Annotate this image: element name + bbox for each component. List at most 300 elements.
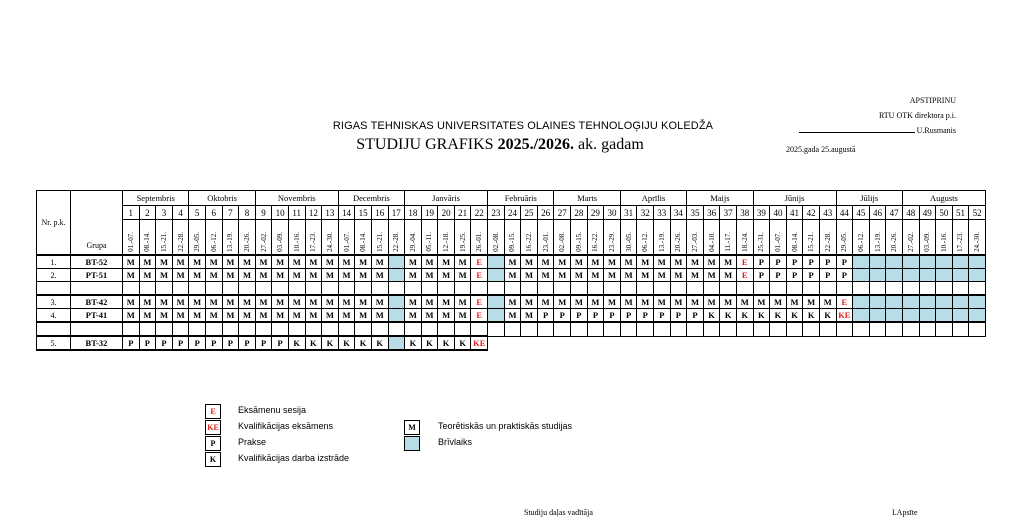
week-number: 24 <box>504 206 521 220</box>
week-dates <box>388 220 405 256</box>
schedule-cell: M <box>189 255 206 269</box>
week-number: 9 <box>255 206 272 220</box>
month-header: Aprīlis <box>620 191 686 206</box>
week-date-label: 10.-16. <box>292 232 301 252</box>
schedule-cell: M <box>255 309 272 323</box>
schedule-cell: K <box>305 336 322 350</box>
week-number: 10 <box>272 206 289 220</box>
schedule-cell <box>504 282 521 296</box>
schedule-cell: M <box>803 295 820 309</box>
schedule-cell: M <box>338 295 355 309</box>
schedule-cell: M <box>172 309 189 323</box>
schedule-cell: M <box>222 255 239 269</box>
schedule-cell: M <box>736 295 753 309</box>
week-date-label: 22.-28. <box>823 232 832 252</box>
week-number: 50 <box>936 206 953 220</box>
schedule-cell <box>869 295 886 309</box>
week-number: 41 <box>786 206 803 220</box>
schedule-cell <box>189 322 206 336</box>
schedule-cell <box>338 322 355 336</box>
row-group <box>71 282 123 296</box>
schedule-cell <box>936 255 953 269</box>
week-dates <box>205 220 222 256</box>
schedule-cell: M <box>454 295 471 309</box>
schedule-cell: KE <box>471 336 488 350</box>
schedule-cell: M <box>587 255 604 269</box>
week-date-label: 24.-30. <box>973 232 982 252</box>
schedule-cell: M <box>305 309 322 323</box>
schedule-cell: P <box>255 336 272 350</box>
title-prefix: STUDIJU GRAFIKS <box>356 136 498 153</box>
schedule-cell: M <box>322 309 339 323</box>
week-number: 1 <box>123 206 140 220</box>
week-dates <box>222 220 239 256</box>
schedule-cell <box>205 322 222 336</box>
approval-line2: RTU OTK direktora p.i. <box>878 111 956 120</box>
schedule-cell: M <box>703 295 720 309</box>
schedule-cell: M <box>421 269 438 282</box>
week-date-label: 03.-09. <box>923 232 932 252</box>
week-number: 17 <box>388 206 405 220</box>
schedule-cell: K <box>703 309 720 323</box>
schedule-cell: M <box>123 269 140 282</box>
schedule-cell <box>969 322 986 336</box>
schedule-cell: M <box>720 255 737 269</box>
schedule-cell <box>836 282 853 296</box>
schedule-cell: M <box>272 255 289 269</box>
week-number: 32 <box>637 206 654 220</box>
schedule-cell: P <box>753 269 770 282</box>
schedule-cell: K <box>322 336 339 350</box>
schedule-cell: E <box>471 309 488 323</box>
week-number: 27 <box>554 206 571 220</box>
schedule-cell <box>969 255 986 269</box>
schedule-cell <box>488 282 505 296</box>
schedule-cell <box>504 322 521 336</box>
week-date-label: 11.-17. <box>724 232 733 252</box>
schedule-cell <box>604 322 621 336</box>
schedule-cell: M <box>753 295 770 309</box>
schedule-cell: P <box>189 336 206 350</box>
schedule-cell: M <box>405 309 422 323</box>
week-date-label: 01.-07. <box>126 232 135 252</box>
schedule-cell <box>620 282 637 296</box>
table-row <box>37 255 986 269</box>
schedule-cell: P <box>222 336 239 350</box>
schedule-cell: P <box>272 336 289 350</box>
schedule-cell: M <box>703 255 720 269</box>
week-date-label: 08.-14. <box>359 232 368 252</box>
legend-m-box: M <box>404 420 420 435</box>
schedule-cell <box>189 282 206 296</box>
week-date-label: 08.-14. <box>790 232 799 252</box>
schedule-cell <box>919 322 936 336</box>
schedule-cell <box>670 282 687 296</box>
schedule-cell <box>919 269 936 282</box>
schedule-cell: P <box>786 269 803 282</box>
schedule-cell: M <box>654 269 671 282</box>
week-dates <box>355 220 372 256</box>
schedule-cell: P <box>654 309 671 323</box>
schedule-cell: M <box>604 255 621 269</box>
schedule-cell <box>919 255 936 269</box>
row-number <box>37 322 71 336</box>
schedule-cell <box>720 282 737 296</box>
schedule-cell: M <box>438 255 455 269</box>
schedule-cell <box>819 322 836 336</box>
schedule-cell <box>571 282 588 296</box>
schedule-cell: E <box>736 255 753 269</box>
week-number: 28 <box>571 206 588 220</box>
schedule-cell <box>654 322 671 336</box>
schedule-cell: P <box>836 255 853 269</box>
schedule-cell: M <box>239 309 256 323</box>
schedule-cell: P <box>156 336 173 350</box>
schedule-cell <box>255 322 272 336</box>
week-date-label: 13.-19. <box>657 232 666 252</box>
schedule-cell: M <box>537 295 554 309</box>
schedule-cell: M <box>139 309 156 323</box>
schedule-cell: M <box>571 295 588 309</box>
schedule-cell: M <box>720 295 737 309</box>
week-number: 33 <box>654 206 671 220</box>
schedule-cell: M <box>405 295 422 309</box>
schedule-cell <box>786 282 803 296</box>
schedule-cell <box>936 295 953 309</box>
approval-signature <box>756 123 956 138</box>
schedule-cell <box>156 282 173 296</box>
week-dates <box>670 220 687 256</box>
week-date-label: 03.-09. <box>276 232 285 252</box>
schedule-cell: M <box>521 255 538 269</box>
schedule-cell <box>454 282 471 296</box>
week-date-label: 27.-03. <box>690 232 699 252</box>
schedule-cell: P <box>803 269 820 282</box>
schedule-cell: M <box>703 269 720 282</box>
schedule-cell <box>853 309 870 323</box>
schedule-cell <box>388 269 405 282</box>
legend-e-box: E <box>205 404 221 419</box>
week-dates <box>902 220 919 256</box>
week-dates <box>869 220 886 256</box>
schedule-cell: M <box>305 295 322 309</box>
week-date-label: 29.-05. <box>840 232 849 252</box>
schedule-cell: M <box>587 295 604 309</box>
week-date-label: 15.-21. <box>807 232 816 252</box>
schedule-cell: P <box>687 309 704 323</box>
week-dates <box>770 220 787 256</box>
schedule-cell <box>952 255 969 269</box>
schedule-cell: M <box>571 255 588 269</box>
schedule-cell: P <box>803 255 820 269</box>
row-number: 5. <box>37 336 71 350</box>
month-header: Decembris <box>338 191 404 206</box>
schedule-cell: M <box>670 295 687 309</box>
month-header: Septembris <box>123 191 189 206</box>
week-date-label: 02.-08. <box>558 232 567 252</box>
footer-role: Studiju daļas vadītāja <box>524 508 593 517</box>
schedule-cell <box>421 282 438 296</box>
schedule-cell: M <box>139 295 156 309</box>
week-number: 31 <box>620 206 637 220</box>
week-dates <box>521 220 538 256</box>
week-date-label: 23.-01. <box>541 232 550 252</box>
schedule-cell: K <box>288 336 305 350</box>
approval-date: 2025.gada 25.augustā <box>786 145 856 154</box>
schedule-cell <box>255 282 272 296</box>
schedule-cell: E <box>836 295 853 309</box>
schedule-cell <box>969 282 986 296</box>
week-number: 2 <box>139 206 156 220</box>
schedule-cell: K <box>438 336 455 350</box>
week-dates <box>571 220 588 256</box>
schedule-cell: P <box>239 336 256 350</box>
week-date-label: 13.-19. <box>226 232 235 252</box>
schedule-cell: P <box>786 255 803 269</box>
week-dates <box>537 220 554 256</box>
week-dates <box>156 220 173 256</box>
week-dates <box>886 220 903 256</box>
schedule-cell <box>919 309 936 323</box>
week-date-label: 18.-24. <box>740 232 749 252</box>
week-dates <box>969 220 986 256</box>
week-dates <box>322 220 339 256</box>
month-header: Jūlijs <box>836 191 902 206</box>
schedule-cell: M <box>355 309 372 323</box>
schedule-cell <box>853 269 870 282</box>
week-dates <box>720 220 737 256</box>
schedule-cell: M <box>620 255 637 269</box>
schedule-cell <box>471 322 488 336</box>
schedule-cell <box>703 322 720 336</box>
schedule-cell <box>355 322 372 336</box>
week-date-label: 20.-26. <box>674 232 683 252</box>
schedule-cell: M <box>571 269 588 282</box>
schedule-cell <box>902 322 919 336</box>
schedule-cell: P <box>571 309 588 323</box>
schedule-cell <box>288 282 305 296</box>
week-number: 25 <box>521 206 538 220</box>
schedule-cell <box>322 322 339 336</box>
schedule-cell <box>205 282 222 296</box>
month-header: Maijs <box>687 191 753 206</box>
schedule-cell: M <box>255 269 272 282</box>
schedule-cell <box>736 282 753 296</box>
schedule-cell: M <box>205 269 222 282</box>
schedule-cell <box>869 282 886 296</box>
week-date-label: 06.-12. <box>641 232 650 252</box>
schedule-cell <box>338 282 355 296</box>
schedule-cell <box>172 322 189 336</box>
schedule-cell: M <box>189 269 206 282</box>
title-year: 2025./2026. <box>497 136 575 153</box>
week-number: 30 <box>604 206 621 220</box>
schedule-table <box>36 190 986 351</box>
row-group: PT-51 <box>71 269 123 282</box>
week-number: 22 <box>471 206 488 220</box>
week-number: 43 <box>819 206 836 220</box>
week-dates <box>654 220 671 256</box>
schedule-cell: K <box>338 336 355 350</box>
schedule-cell <box>869 322 886 336</box>
week-dates <box>405 220 422 256</box>
schedule-cell: K <box>786 309 803 323</box>
legend-k-label: Kvalifikācijas darba izstrāde <box>238 453 350 463</box>
schedule-cell: M <box>156 309 173 323</box>
schedule-cell <box>753 282 770 296</box>
week-number: 3 <box>156 206 173 220</box>
schedule-cell: M <box>288 255 305 269</box>
schedule-cell: E <box>471 255 488 269</box>
schedule-cell <box>371 282 388 296</box>
schedule-cell: P <box>139 336 156 350</box>
schedule-cell: M <box>205 309 222 323</box>
schedule-cell <box>438 282 455 296</box>
schedule-cell <box>853 295 870 309</box>
legend-ke-label: Kvalifikācijas eksāmens <box>238 421 334 431</box>
schedule-cell: P <box>819 269 836 282</box>
schedule-cell: K <box>720 309 737 323</box>
schedule-cell <box>803 322 820 336</box>
schedule-cell <box>654 282 671 296</box>
row-number: 1. <box>37 255 71 269</box>
schedule-cell <box>869 269 886 282</box>
week-date-label: 10.-16. <box>939 232 948 252</box>
month-header: Februāris <box>488 191 554 206</box>
schedule-cell: P <box>836 269 853 282</box>
row-group: PT-41 <box>71 309 123 323</box>
schedule-cell <box>853 322 870 336</box>
week-dates <box>371 220 388 256</box>
schedule-cell <box>488 255 505 269</box>
schedule-cell <box>604 282 621 296</box>
week-dates <box>587 220 604 256</box>
page-title <box>300 136 700 154</box>
schedule-cell: M <box>720 269 737 282</box>
schedule-cell: E <box>471 269 488 282</box>
week-dates <box>836 220 853 256</box>
week-date-label: 22.-28. <box>392 232 401 252</box>
schedule-cell: M <box>587 269 604 282</box>
schedule-cell <box>919 282 936 296</box>
week-number: 38 <box>736 206 753 220</box>
week-dates <box>123 220 140 256</box>
schedule-cell: P <box>604 309 621 323</box>
schedule-cell <box>405 282 422 296</box>
schedule-cell: M <box>189 309 206 323</box>
week-dates <box>288 220 305 256</box>
schedule-cell: P <box>205 336 222 350</box>
schedule-cell: M <box>355 269 372 282</box>
schedule-cell: M <box>770 295 787 309</box>
month-header: Janvāris <box>405 191 488 206</box>
schedule-cell: M <box>537 255 554 269</box>
schedule-cell: M <box>172 269 189 282</box>
schedule-cell: M <box>554 295 571 309</box>
week-number: 52 <box>969 206 986 220</box>
schedule-cell <box>139 322 156 336</box>
schedule-cell: M <box>504 309 521 323</box>
schedule-cell <box>902 309 919 323</box>
schedule-cell: P <box>670 309 687 323</box>
schedule-cell: M <box>239 269 256 282</box>
week-date-label: 08.-14. <box>143 232 152 252</box>
row-number <box>37 282 71 296</box>
schedule-cell: M <box>604 295 621 309</box>
schedule-cell: K <box>819 309 836 323</box>
row-group: BT-32 <box>71 336 123 350</box>
schedule-cell <box>421 322 438 336</box>
schedule-cell <box>637 282 654 296</box>
legend-k-box: K <box>205 452 221 467</box>
schedule-cell <box>902 295 919 309</box>
week-dates <box>421 220 438 256</box>
schedule-cell <box>488 309 505 323</box>
schedule-cell: M <box>205 295 222 309</box>
week-dates <box>604 220 621 256</box>
week-date-label: 06.-12. <box>856 232 865 252</box>
schedule-cell: M <box>604 269 621 282</box>
schedule-cell: K <box>770 309 787 323</box>
month-header: Jūnijs <box>753 191 836 206</box>
schedule-cell <box>969 295 986 309</box>
schedule-cell <box>952 322 969 336</box>
week-date-label: 02.-08. <box>491 232 500 252</box>
week-date-label: 09.-15. <box>508 232 517 252</box>
schedule-cell <box>803 282 820 296</box>
schedule-cell: M <box>305 255 322 269</box>
schedule-cell <box>388 295 405 309</box>
week-date-label: 20.-26. <box>890 232 899 252</box>
week-date-label: 04.-10. <box>707 232 716 252</box>
schedule-cell <box>736 322 753 336</box>
week-date-label: 05.-11. <box>425 232 434 252</box>
schedule-cell <box>936 309 953 323</box>
week-dates <box>786 220 803 256</box>
week-number: 21 <box>454 206 471 220</box>
week-date-label: 26.-01. <box>475 232 484 252</box>
week-number: 36 <box>703 206 720 220</box>
schedule-cell: M <box>654 295 671 309</box>
week-dates <box>620 220 637 256</box>
schedule-cell: M <box>123 309 140 323</box>
legend-p-label: Prakse <box>238 437 267 447</box>
schedule-cell <box>388 309 405 323</box>
week-date-label: 25.-31. <box>757 232 766 252</box>
week-date-label: 13.-19. <box>873 232 882 252</box>
week-date-label: 16.-22. <box>591 232 600 252</box>
schedule-cell: M <box>322 295 339 309</box>
schedule-cell: M <box>355 255 372 269</box>
schedule-cell: M <box>438 295 455 309</box>
schedule-cell: M <box>305 269 322 282</box>
schedule-cell <box>288 322 305 336</box>
schedule-cell <box>753 322 770 336</box>
schedule-cell: M <box>272 309 289 323</box>
week-number: 8 <box>239 206 256 220</box>
schedule-cell <box>123 282 140 296</box>
schedule-cell <box>405 322 422 336</box>
week-dates <box>703 220 720 256</box>
schedule-cell: M <box>255 255 272 269</box>
week-dates <box>255 220 272 256</box>
schedule-cell: M <box>819 295 836 309</box>
schedule-cell <box>886 295 903 309</box>
week-date-label: 22.-28. <box>176 232 185 252</box>
legend-p-box: P <box>205 436 221 451</box>
week-number: 18 <box>405 206 422 220</box>
schedule-cell: P <box>554 309 571 323</box>
